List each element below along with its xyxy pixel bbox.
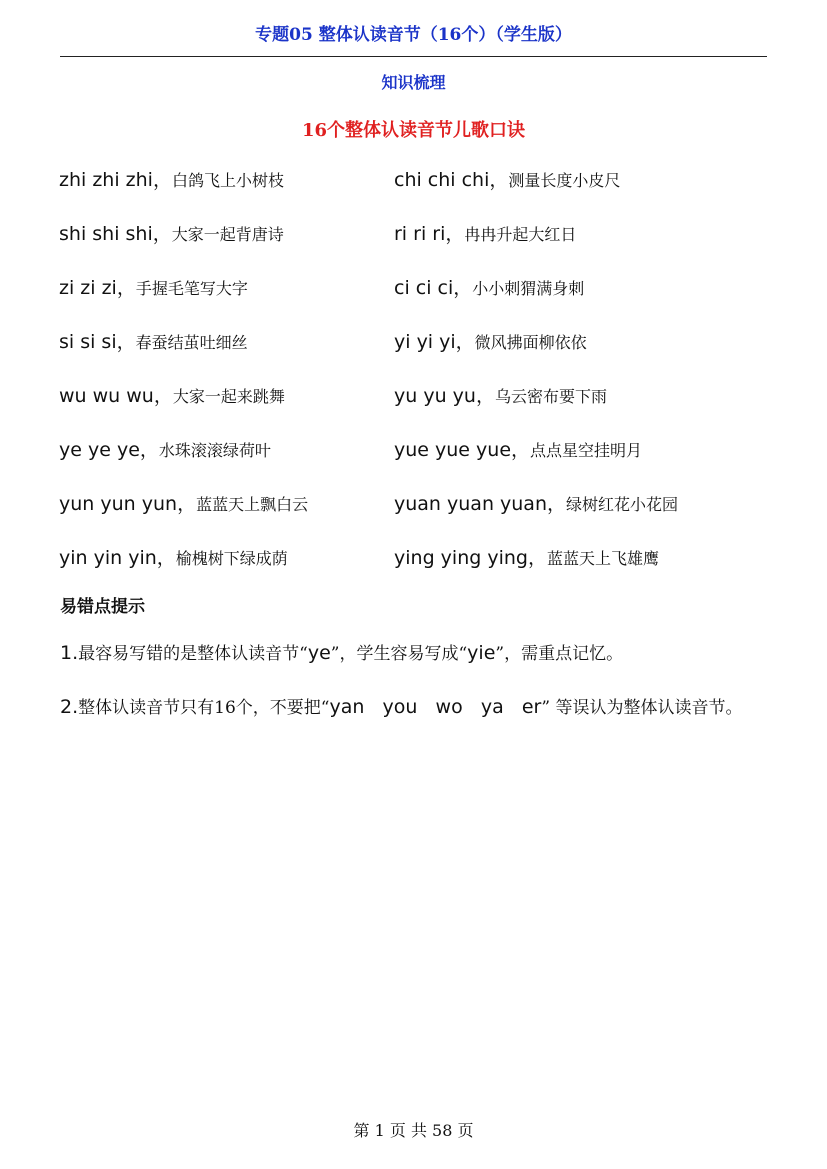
tip-number: 1. xyxy=(60,642,79,664)
poem-title: 16个整体认读音节儿歌口诀 xyxy=(301,120,526,141)
pinyin-text: zi zi zi， xyxy=(59,277,136,299)
poem-row xyxy=(59,166,779,220)
poem-line xyxy=(394,382,607,411)
pinyin-text: zhi zhi zhi， xyxy=(59,169,172,191)
pinyin-text: chi chi chi， xyxy=(394,169,509,191)
chinese-text: 大家一起背唐诗 xyxy=(171,225,284,244)
tip-text: 最容易写错的是整体认读音节“ xyxy=(78,644,308,664)
poem-line xyxy=(394,220,576,249)
chinese-text: 测量长度小皮尺 xyxy=(508,171,621,190)
poem-line xyxy=(59,328,248,357)
chinese-text: 绿树红花小花园 xyxy=(566,495,679,514)
chinese-text: 大家一起来跳舞 xyxy=(172,387,285,406)
poem-row xyxy=(59,436,779,490)
pinyin-text: yun yun yun， xyxy=(59,493,197,515)
page-footer: 第 1 页 共 58 页 xyxy=(353,1121,474,1140)
poem-line xyxy=(59,274,248,303)
document-header-title: 专题05 整体认读音节（16个）（学生版） xyxy=(255,25,572,45)
poem-row xyxy=(59,544,779,598)
chinese-text: 点点星空挂明月 xyxy=(530,441,643,460)
poem-line xyxy=(59,166,284,195)
tip-text: ”，学生容易写成“ xyxy=(330,644,468,664)
pinyin-text: yin yin yin， xyxy=(59,547,176,569)
tip-text: ”，需重点记忆。 xyxy=(495,644,624,664)
poem-line xyxy=(394,166,620,195)
poem-line xyxy=(394,544,659,573)
pinyin-text: wu wu wu， xyxy=(59,385,173,407)
pinyin-text: yu yu yu， xyxy=(394,385,495,407)
pinyin-text: ci ci ci， xyxy=(394,277,473,299)
poem-row xyxy=(59,328,779,382)
pinyin-text: yie xyxy=(467,642,496,664)
poem-line xyxy=(394,436,642,465)
chinese-text: 小小刺猬满身刺 xyxy=(472,279,585,298)
poem-line xyxy=(394,328,587,357)
poem-row xyxy=(59,274,779,328)
chinese-text: 手握毛笔写大字 xyxy=(135,279,248,298)
poem-line xyxy=(394,490,678,519)
section-title: 知识梳理 xyxy=(381,73,446,92)
pinyin-text: yue yue yue， xyxy=(394,439,531,461)
chinese-text: 水珠滚滚绿荷叶 xyxy=(158,441,271,460)
pinyin-text: yi yi yi， xyxy=(394,331,475,353)
pinyin-text: si si si， xyxy=(59,331,136,353)
tip-paragraph-1 xyxy=(60,628,770,679)
poem-row xyxy=(59,490,779,544)
header-divider xyxy=(60,56,767,57)
tip-number: 2. xyxy=(60,696,79,718)
pinyin-text: ye ye ye， xyxy=(59,439,159,461)
chinese-text: 蓝蓝天上飘白云 xyxy=(196,495,309,514)
tips-title: 易错点提示 xyxy=(60,597,145,617)
tip-text: 整体认读音节只有16个，不要把“ xyxy=(78,698,330,718)
poem-line xyxy=(59,544,288,573)
poem-row xyxy=(59,220,779,274)
poem-line xyxy=(394,274,584,303)
poem-row xyxy=(59,382,779,436)
pinyin-text: ri ri ri， xyxy=(394,223,465,245)
chinese-text: 春蚕结茧吐细丝 xyxy=(135,333,248,352)
pinyin-text: ye xyxy=(307,642,331,664)
tip-paragraph-2 xyxy=(60,682,770,733)
chinese-text: 微风拂面柳依依 xyxy=(474,333,587,352)
tip-text: ” 等误认为整体认读音节。 xyxy=(541,698,743,718)
poem-line xyxy=(59,490,308,519)
pinyin-text: ying ying ying， xyxy=(394,547,547,569)
chinese-text: 乌云密布要下雨 xyxy=(494,387,607,406)
pinyin-text: yan you wo ya er xyxy=(329,696,542,718)
chinese-text: 白鸽飞上小树枝 xyxy=(171,171,284,190)
poem-line xyxy=(59,436,271,465)
poem-line xyxy=(59,382,285,411)
chinese-text: 榆槐树下绿成荫 xyxy=(175,549,288,568)
pinyin-text: yuan yuan yuan， xyxy=(394,493,566,515)
poem-grid xyxy=(59,166,779,598)
poem-line xyxy=(59,220,284,249)
pinyin-text: shi shi shi， xyxy=(59,223,172,245)
chinese-text: 冉冉升起大红日 xyxy=(464,225,577,244)
chinese-text: 蓝蓝天上飞雄鹰 xyxy=(546,549,659,568)
